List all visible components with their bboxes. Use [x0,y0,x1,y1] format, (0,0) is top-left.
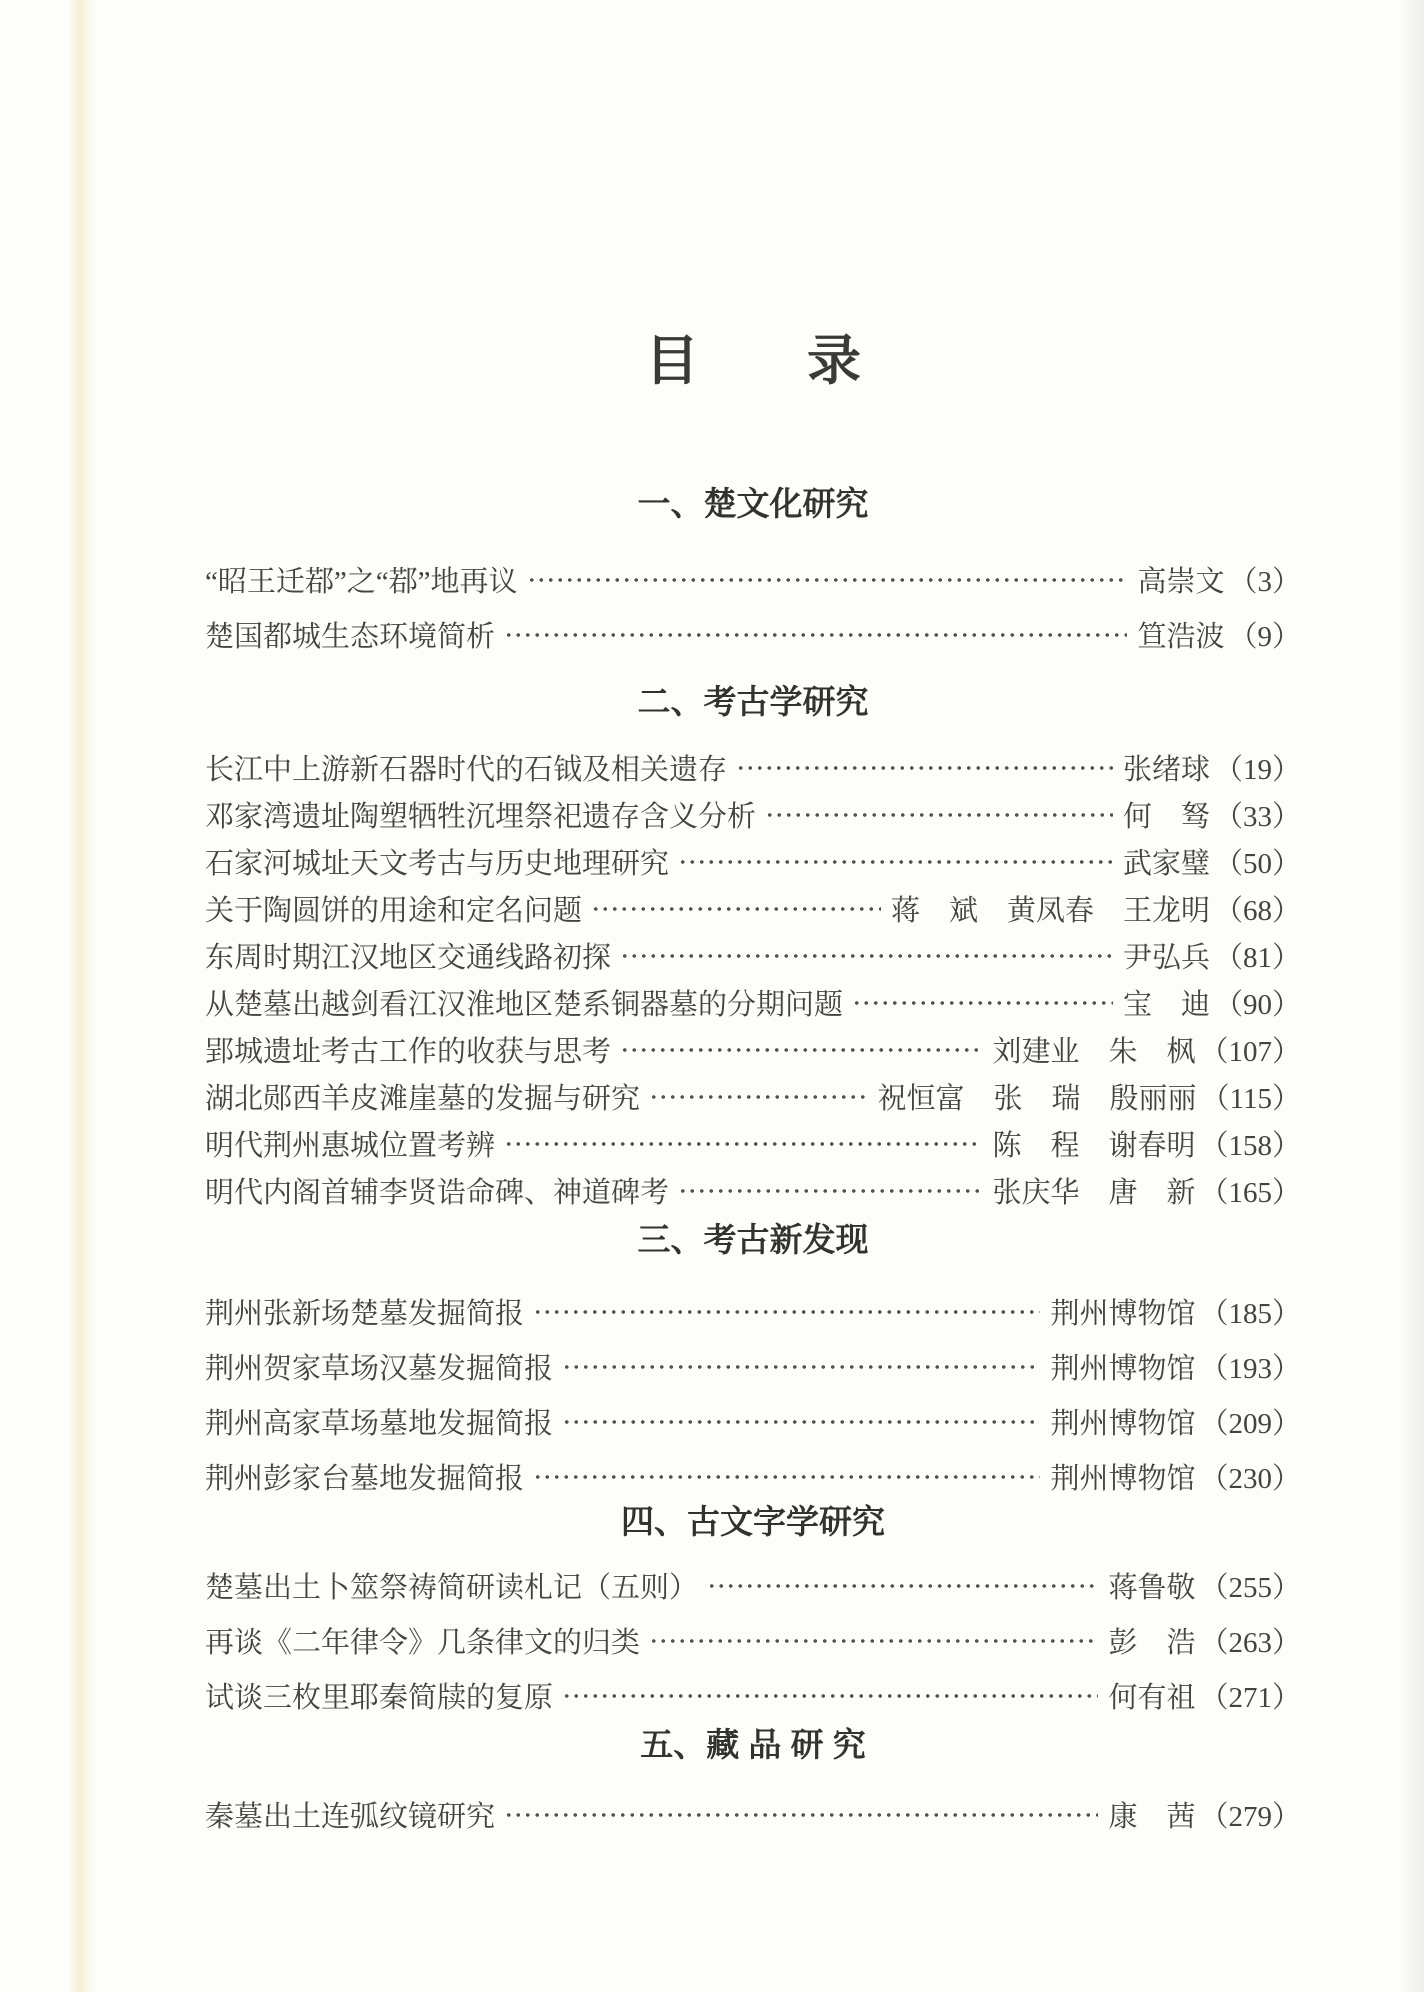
entry-title: 荆州张新场楚墓发掘简报 [205,1298,525,1330]
entry-page-number: （230） [1199,1463,1301,1495]
entry-authors: 荆州博物馆 [1050,1463,1196,1495]
section-entries [205,1787,1301,1842]
entry-authors: 何 驽 [1122,801,1210,833]
toc-entry [205,1120,1301,1167]
toc-entry [205,1167,1301,1214]
page-gutter-edge [68,0,98,1992]
toc-entry [205,1668,1301,1723]
section-heading: 四、古文字学研究 [621,1503,885,1540]
section-entries [205,1558,1301,1723]
entry-title: 荆州彭家台墓地发掘简报 [205,1463,525,1495]
entry-title: 楚国都城生态环境简析 [205,621,496,653]
entry-page-number: （263） [1199,1627,1301,1659]
page-right-edge-shadow [1398,0,1424,1992]
toc-entry [205,979,1301,1026]
entry-authors: 武家璧 [1122,848,1210,880]
toc-entry [205,607,1301,662]
entry-page-number: （279） [1199,1801,1301,1833]
dot-leader [648,1636,1098,1646]
entry-authors: 荆州博物馆 [1050,1298,1196,1330]
page-title: 目 录 [645,331,861,391]
entry-page-number: （81） [1213,942,1301,974]
section-entries [205,1284,1301,1504]
entry-page-number: （107） [1199,1036,1301,1068]
toc-entry [205,885,1301,932]
toc-entry [205,1394,1301,1449]
entry-page-number: （193） [1199,1353,1301,1385]
dot-leader [648,1092,868,1102]
entry-authors: 彭 浩 [1108,1627,1196,1659]
entry-authors: 蒋 斌 黄凤春 王龙明 [890,895,1210,927]
entry-authors: 何有祖 [1108,1682,1196,1714]
entry-title: 长江中上游新石器时代的石钺及相关遗存 [205,754,728,786]
entry-title: 荆州贺家草场汉墓发掘简报 [205,1353,554,1385]
dot-leader [851,998,1113,1008]
entry-page-number: （158） [1199,1130,1301,1162]
section-entries [205,552,1301,662]
entry-authors: 高崇文 [1137,566,1225,598]
section-4-paleography [205,1504,1301,1723]
entry-page-number: （209） [1199,1408,1301,1440]
toc-entry [205,1073,1301,1120]
dot-leader [706,1581,1098,1591]
entry-authors: 刘建业 朱 枫 [992,1036,1196,1068]
section-entries [205,744,1301,1214]
entry-page-number: （185） [1199,1298,1301,1330]
section-5-collection-studies [205,1727,1301,1842]
toc-entry [205,838,1301,885]
entry-page-number: （33） [1213,801,1301,833]
dot-leader [764,810,1113,820]
entry-page-number: （19） [1213,754,1301,786]
entry-authors: 祝恒富 张 瑞 殷丽丽 [877,1083,1197,1115]
entry-authors: 笪浩波 [1137,621,1225,653]
entry-title: “昭王迁鄀”之“鄀”地再议 [205,566,518,598]
entry-page-number: （90） [1213,989,1301,1021]
section-heading: 五、藏 品 研 究 [640,1726,866,1763]
toc-entry [205,1339,1301,1394]
entry-authors: 蒋鲁敬 [1108,1572,1196,1604]
dot-leader [590,904,881,914]
dot-leader [677,1186,982,1196]
entry-title: 试谈三枚里耶秦简牍的复原 [205,1682,554,1714]
dot-leader [677,857,1113,867]
entry-page-number: （3） [1228,566,1301,598]
entry-title: 楚墓出土卜筮祭祷简研读札记（五则） [205,1572,699,1604]
entry-title: 荆州高家草场墓地发掘简报 [205,1408,554,1440]
dot-leader [503,1139,982,1149]
toc-entry [205,1284,1301,1339]
dot-leader [561,1691,1098,1701]
entry-title: 明代荆州惠城位置考辨 [205,1130,496,1162]
dot-leader [526,575,1128,585]
entry-authors: 康 茜 [1108,1801,1196,1833]
toc-entry [205,932,1301,979]
dot-leader [619,1045,982,1055]
entry-title: 明代内阁首辅李贤诰命碑、神道碑考 [205,1177,670,1209]
section-heading: 二、考古学研究 [637,683,869,720]
entry-title: 再谈《二年律令》几条律文的归类 [205,1627,641,1659]
entry-page-number: （50） [1213,848,1301,880]
entry-authors: 荆州博物馆 [1050,1353,1196,1385]
dot-leader [532,1307,1040,1317]
dot-leader [735,763,1113,773]
entry-page-number: （115） [1200,1083,1301,1115]
entry-title: 湖北郧西羊皮滩崖墓的发掘与研究 [205,1083,641,1115]
entry-authors: 宝 迪 [1122,989,1210,1021]
entry-authors: 张庆华 唐 新 [992,1177,1196,1209]
toc-entry [205,744,1301,791]
entry-page-number: （68） [1213,895,1301,927]
section-1-chu-culture [205,486,1301,662]
section-heading: 三、考古新发现 [637,1221,869,1258]
dot-leader [561,1362,1040,1372]
toc-content [205,0,1301,1842]
section-heading: 一、楚文化研究 [637,485,869,522]
dot-leader [532,1472,1040,1482]
entry-title: 秦墓出土连弧纹镜研究 [205,1801,496,1833]
entry-title: 关于陶圆饼的用途和定名问题 [205,895,583,927]
entry-page-number: （255） [1199,1572,1301,1604]
entry-authors: 荆州博物馆 [1050,1408,1196,1440]
entry-title: 东周时期江汉地区交通线路初探 [205,942,612,974]
toc-entry [205,1613,1301,1668]
toc-entry [205,1558,1301,1613]
dot-leader [503,630,1127,640]
toc-entry [205,1787,1301,1842]
entry-authors: 陈 程 谢春明 [992,1130,1196,1162]
entry-title: 石家河城址天文考古与历史地理研究 [205,848,670,880]
toc-entry [205,1449,1301,1504]
entry-title: 郢城遗址考古工作的收获与思考 [205,1036,612,1068]
entry-authors: 尹弘兵 [1122,942,1210,974]
entry-page-number: （165） [1199,1177,1301,1209]
entry-authors: 张绪球 [1122,754,1210,786]
dot-leader [561,1417,1040,1427]
section-3-new-discoveries [205,1222,1301,1504]
entry-title: 从楚墓出越剑看江汉淮地区楚系铜器墓的分期问题 [205,989,844,1021]
entry-page-number: （9） [1228,621,1301,653]
entry-title: 邓家湾遗址陶塑牺牲沉埋祭祀遗存含义分析 [205,801,757,833]
section-2-archaeology [205,684,1301,1214]
entry-page-number: （271） [1199,1682,1301,1714]
dot-leader [503,1810,1098,1820]
dot-leader [619,951,1113,961]
toc-entry [205,552,1301,607]
toc-entry [205,1026,1301,1073]
toc-entry [205,791,1301,838]
